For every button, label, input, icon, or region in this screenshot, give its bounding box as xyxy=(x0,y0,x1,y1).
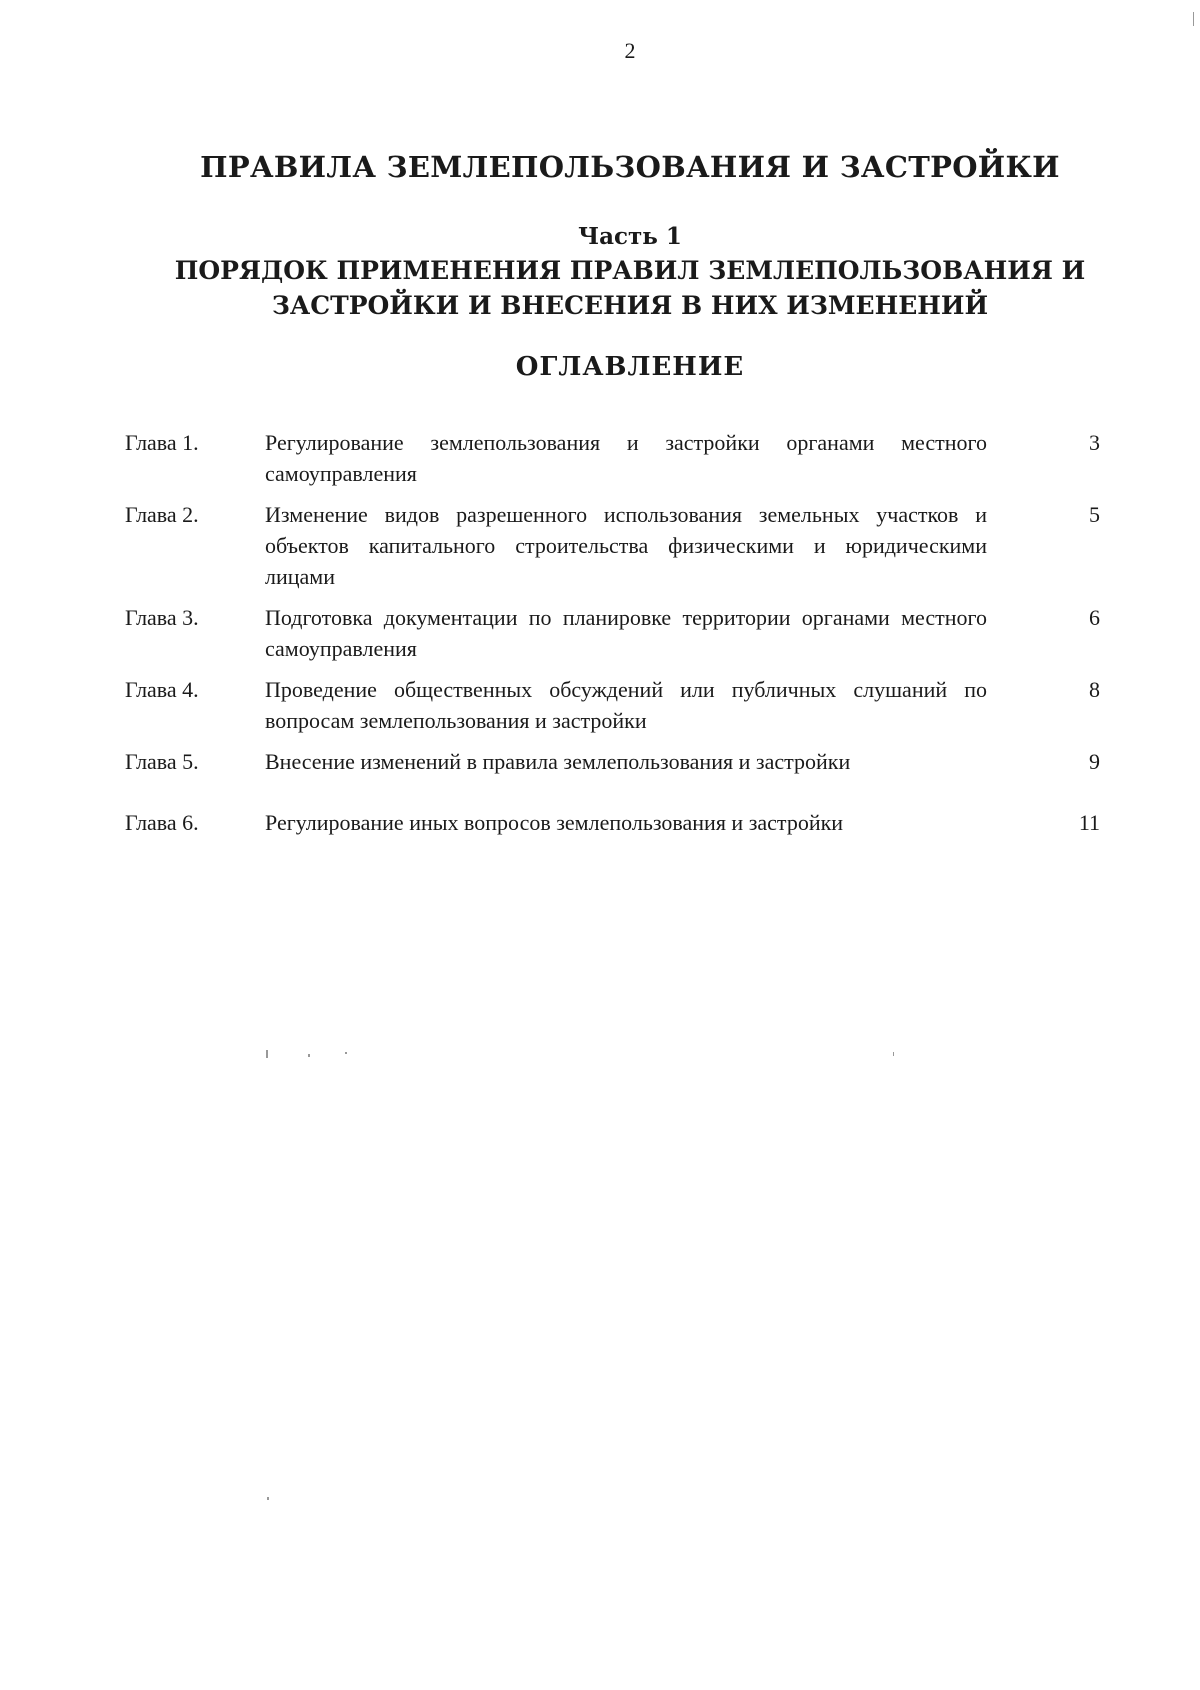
toc-page-number: 9 xyxy=(1089,749,1100,774)
page-number: 2 xyxy=(624,38,636,63)
toc-chapter-title: Регулирование иных вопросов землепользования и застройки xyxy=(265,810,844,835)
toc-chapter-number: Глава 5. xyxy=(125,749,199,774)
part-title-line-1: ПОРЯДОК ПРИМЕНЕНИЯ ПРАВИЛ ЗЕМЛЕПОЛЬЗОВАНИЯ И xyxy=(174,256,1086,285)
toc-entry xyxy=(125,602,1100,664)
part-heading xyxy=(0,222,1200,322)
scan-speck xyxy=(308,1054,310,1057)
toc-chapter-number: Глава 3. xyxy=(125,605,199,630)
toc-chapter-title: Проведение общественных обсуждений или публичных слушаний по вопросам землепользования и застройки xyxy=(265,677,987,733)
scan-speck xyxy=(893,1052,894,1056)
toc-entry xyxy=(125,746,1100,777)
toc-chapter-title: Регулирование землепользования и застройки органами местного самоуправления xyxy=(265,430,987,486)
toc-entry xyxy=(125,499,1100,592)
scan-speck xyxy=(345,1052,347,1054)
part-label: Часть 1 xyxy=(578,223,682,250)
document-title: ПРАВИЛА ЗЕМЛЕПОЛЬЗОВАНИЯ И ЗАСТРОЙКИ xyxy=(200,150,1060,184)
toc-page-number: 5 xyxy=(1089,502,1100,527)
part-title-line-2: ЗАСТРОЙКИ И ВНЕСЕНИЯ В НИХ ИЗМЕНЕНИЙ xyxy=(271,291,989,320)
toc-heading: ОГЛАВЛЕНИЕ xyxy=(515,352,745,382)
toc-chapter-title: Изменение видов разрешенного использования земельных участков и объектов капитального строительства физическими и юридическими лицами xyxy=(265,502,987,589)
toc-page-number: 6 xyxy=(1089,605,1100,630)
table-of-contents xyxy=(125,427,1100,838)
toc-entry xyxy=(125,807,1100,838)
toc-chapter-title: Внесение изменений в правила землепользования и застройки xyxy=(265,749,851,774)
toc-chapter-number: Глава 2. xyxy=(125,502,199,527)
scan-speck xyxy=(266,1050,268,1058)
toc-entry xyxy=(125,427,1100,489)
toc-chapter-number: Глава 4. xyxy=(125,677,199,702)
toc-chapter-number: Глава 6. xyxy=(125,810,199,835)
scan-speck xyxy=(1193,12,1194,26)
toc-chapter-number: Глава 1. xyxy=(125,430,199,455)
scan-speck xyxy=(267,1497,269,1500)
toc-page-number: 8 xyxy=(1089,677,1100,702)
toc-page-number: 3 xyxy=(1089,430,1100,455)
toc-entry xyxy=(125,674,1100,736)
toc-page-number: 11 xyxy=(1078,810,1100,835)
toc-chapter-title: Подготовка документации по планировке территории органами местного самоуправления xyxy=(265,605,987,661)
